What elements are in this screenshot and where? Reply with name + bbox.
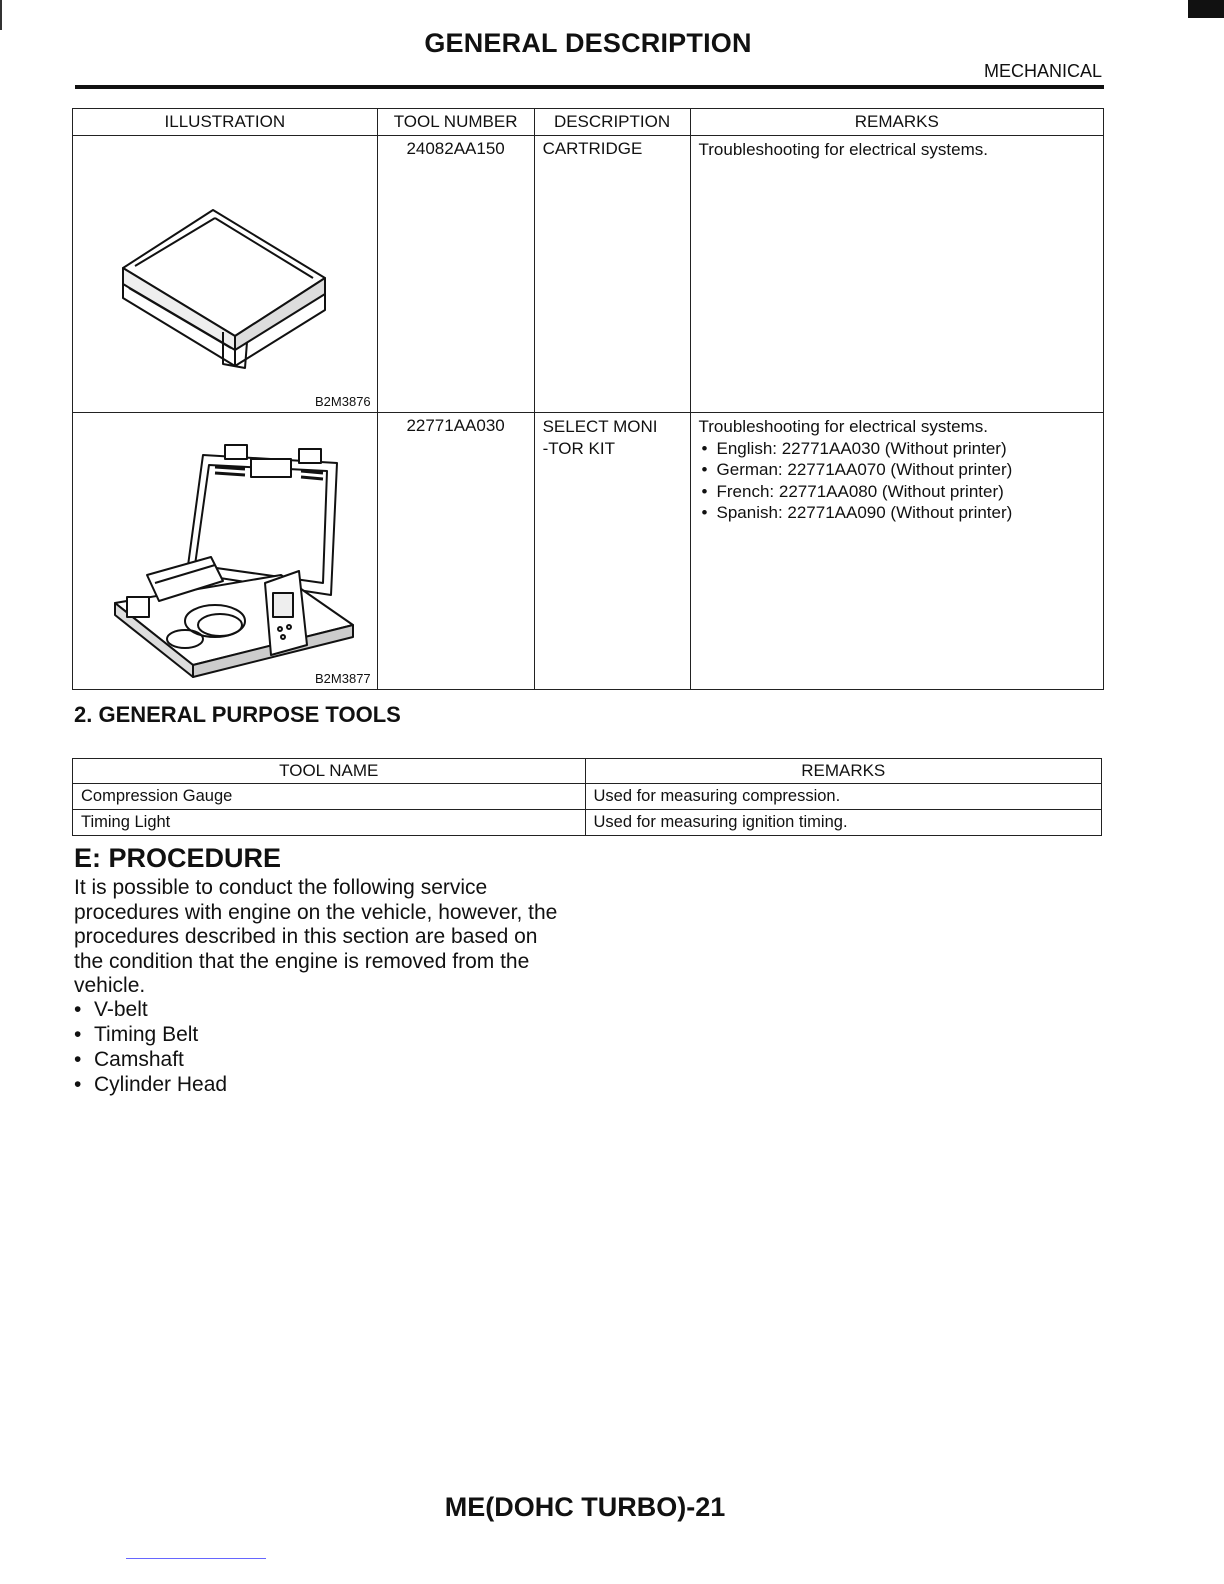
header-tool-name: TOOL NAME: [73, 759, 586, 784]
remarks-cell: Used for measuring ignition timing.: [585, 810, 1102, 836]
table-row: [73, 784, 1102, 810]
list-item: • German: 22771AA070 (Without printer): [699, 459, 1095, 481]
scan-edge-mark: [0, 0, 2, 30]
procedure-body: It is possible to conduct the following service procedures with engine on the vehicle, however, the procedures described in this section are based on the condition that the engine is removed from the vehicle.: [74, 876, 558, 997]
list-item: • Cylinder Head: [74, 1072, 227, 1097]
header-tool-number: TOOL NUMBER: [377, 109, 534, 136]
tool-number-cell: 24082AA150: [377, 136, 534, 413]
illustration-code: B2M3877: [315, 671, 371, 686]
remarks-main-text: Troubleshooting for electrical systems.: [698, 417, 988, 436]
illustration-code: B2M3876: [315, 394, 371, 409]
list-item: • Timing Belt: [74, 1022, 227, 1047]
remarks-cell: [690, 413, 1103, 690]
header-rule: [75, 85, 1104, 89]
tool-number-cell: 22771AA030: [377, 413, 534, 690]
remarks-list: [699, 438, 1095, 524]
table-row: [73, 136, 1104, 413]
page-footer-label: ME(DOHC TURBO)-21: [444, 1492, 726, 1522]
list-item: • English: 22771AA030 (Without printer): [699, 438, 1095, 460]
header-description: DESCRIPTION: [534, 109, 690, 136]
page-title: GENERAL DESCRIPTION: [424, 28, 752, 58]
illustration-cell: [73, 413, 378, 690]
list-item: • V-belt: [74, 997, 227, 1022]
cartridge-illustration-icon: [75, 138, 375, 408]
description-cell: [534, 413, 690, 690]
tool-name-cell: Timing Light: [73, 810, 586, 836]
section-label: MECHANICAL: [983, 61, 1102, 81]
header-remarks: REMARKS: [690, 109, 1103, 136]
tool-name-cell: Compression Gauge: [73, 784, 586, 810]
remarks-cell: Used for measuring compression.: [585, 784, 1102, 810]
corner-tab-mark: [1188, 0, 1224, 18]
remarks-main-text: Troubleshooting for electrical systems.: [698, 140, 988, 159]
description-text: SELECT MONI-TOR KIT: [542, 417, 658, 458]
special-tools-table: [72, 108, 1104, 690]
list-item: • Spanish: 22771AA090 (Without printer): [699, 502, 1095, 524]
general-purpose-heading: 2. GENERAL PURPOSE TOOLS: [74, 702, 401, 727]
description-cell: CARTRIDGE: [534, 136, 690, 413]
table-header-row: [73, 109, 1104, 136]
list-item: • Camshaft: [74, 1047, 227, 1072]
list-item: • French: 22771AA080 (Without printer): [699, 481, 1095, 503]
bottom-underline: [126, 1558, 266, 1559]
header-remarks: REMARKS: [585, 759, 1102, 784]
remarks-cell: [690, 136, 1103, 413]
illustration-cell: [73, 136, 378, 413]
general-purpose-tools-table: [72, 758, 1102, 836]
procedure-list: [74, 997, 227, 1097]
procedure-heading: E: PROCEDURE: [74, 843, 282, 873]
header-illustration: ILLUSTRATION: [73, 109, 378, 136]
table-row: [73, 413, 1104, 690]
table-header-row: [73, 759, 1102, 784]
select-monitor-kit-illustration-icon: [75, 415, 375, 685]
table-row: [73, 810, 1102, 836]
